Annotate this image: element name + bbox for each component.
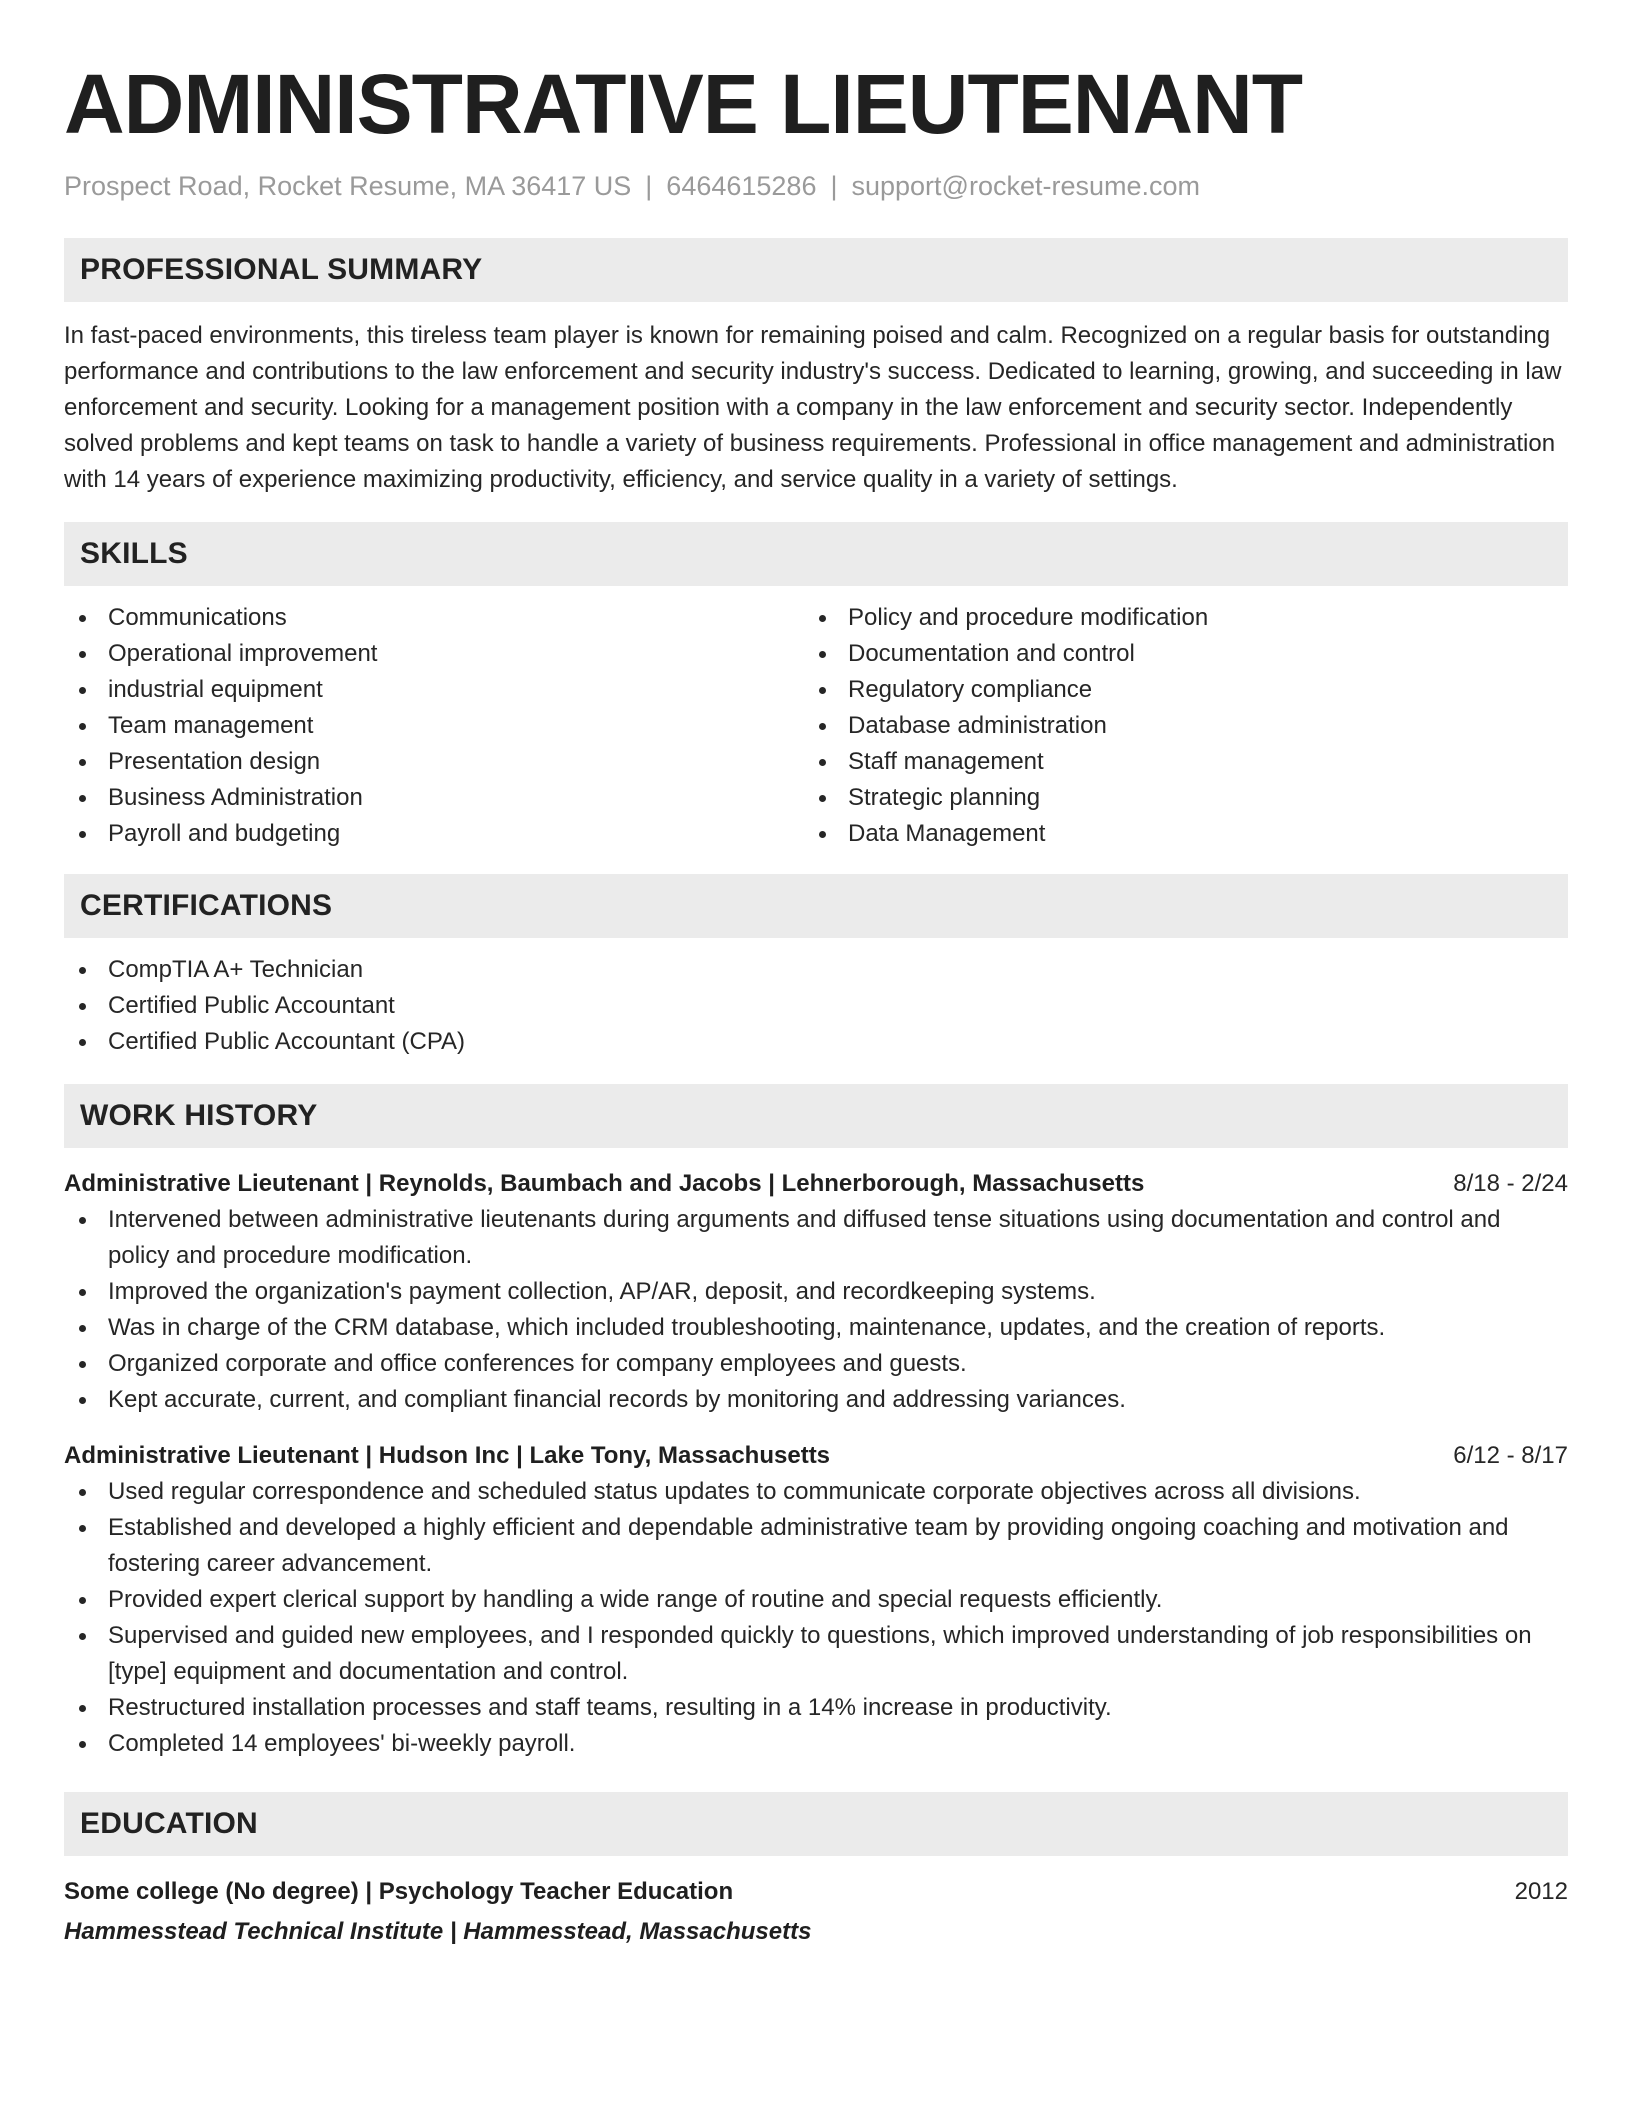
contact-separator: | (645, 171, 653, 201)
education-heading: EDUCATION (64, 1792, 1568, 1856)
skill-label: Team management (108, 712, 314, 739)
skills-section (64, 522, 1568, 852)
bullet-dot (79, 1489, 86, 1496)
bullet-dot (819, 651, 826, 658)
job-bullet-list (64, 1474, 1568, 1762)
skill-label: Strategic planning (848, 784, 1041, 811)
job-bullet (64, 1582, 1568, 1618)
bullet-dot (79, 1397, 86, 1404)
skill-item (64, 636, 804, 672)
certification-item (64, 952, 1568, 988)
bullet-dot (79, 1289, 86, 1296)
bullet-dot (79, 1633, 86, 1640)
skill-item (64, 672, 804, 708)
skills-left-list (64, 600, 804, 852)
certifications-section (64, 874, 1568, 1060)
bullet-dot (79, 967, 86, 974)
job-bullet (64, 1690, 1568, 1726)
skill-label: Payroll and budgeting (108, 820, 341, 847)
job-dates: 8/18 - 2/24 (1453, 1170, 1568, 1197)
contact-line (64, 166, 1568, 206)
skill-item (804, 672, 1544, 708)
bullet-dot (79, 759, 86, 766)
bullet-dot (819, 795, 826, 802)
skill-label: Operational improvement (108, 640, 378, 667)
job-header (64, 1166, 1568, 1202)
bullet-dot (79, 687, 86, 694)
skill-item (804, 780, 1544, 816)
skill-item (64, 600, 804, 636)
bullet-dot (79, 831, 86, 838)
job-bullet (64, 1726, 1568, 1762)
skill-label: Documentation and control (848, 640, 1135, 667)
bullet-dot (79, 1217, 86, 1224)
summary-heading: PROFESSIONAL SUMMARY (64, 238, 1568, 302)
education-header (64, 1874, 1568, 1910)
skill-label: Policy and procedure modification (848, 604, 1209, 631)
job-bullet-text: Restructured installation processes and staff teams, resulting in a 14% increase in productivity. (108, 1694, 1112, 1721)
contact-email: support@rocket-resume.com (851, 171, 1201, 201)
skill-item (804, 636, 1544, 672)
job-entry (64, 1438, 1568, 1762)
skill-item (804, 600, 1544, 636)
bullet-dot (79, 1039, 86, 1046)
certification-item (64, 988, 1568, 1024)
bullet-dot (79, 1705, 86, 1712)
job-bullet-list (64, 1202, 1568, 1418)
education-year: 2012 (1514, 1878, 1568, 1905)
bullet-dot (819, 687, 826, 694)
skill-item (804, 744, 1544, 780)
job-title: Administrative Lieutenant | Hudson Inc | Lake Tony, Massachusetts (64, 1442, 831, 1469)
contact-address: Prospect Road, Rocket Resume, MA 36417 US (64, 171, 632, 201)
skill-label: Data Management (848, 820, 1046, 847)
bullet-dot (79, 1525, 86, 1532)
skill-label: Staff management (848, 748, 1044, 775)
bullet-dot (79, 1741, 86, 1748)
job-bullet-text: Supervised and guided new employees, and I responded quickly to questions, which improved understanding of job responsibilities on [type] equipment and documentation and control. (108, 1622, 1532, 1685)
job-bullet-text: Intervened between administrative lieutenants during arguments and diffused tense situations using documentation and control and policy and procedure modification. (108, 1206, 1501, 1269)
candidate-name: ADMINISTRATIVE LIEUTENANT (64, 57, 1303, 151)
bullet-dot (79, 723, 86, 730)
skill-item (64, 708, 804, 744)
bullet-dot (79, 1597, 86, 1604)
certification-label: Certified Public Accountant (108, 992, 395, 1019)
job-title: Administrative Lieutenant | Reynolds, Baumbach and Jacobs | Lehnerborough, Massachusetts (64, 1170, 1145, 1197)
job-entry (64, 1166, 1568, 1418)
job-bullet (64, 1310, 1568, 1346)
job-bullet (64, 1202, 1568, 1274)
education-section (64, 1792, 1568, 1950)
work-history-section (64, 1084, 1568, 1762)
bullet-dot (819, 723, 826, 730)
bullet-dot (79, 795, 86, 802)
skills-right-list (804, 600, 1544, 852)
certifications-heading: CERTIFICATIONS (64, 874, 1568, 938)
bullet-dot (819, 759, 826, 766)
job-bullet (64, 1618, 1568, 1690)
job-bullet (64, 1474, 1568, 1510)
skill-label: industrial equipment (108, 676, 323, 703)
certification-label: CompTIA A+ Technician (108, 956, 364, 983)
job-bullet-text: Kept accurate, current, and compliant financial records by monitoring and addressing variances. (108, 1386, 1126, 1413)
job-header (64, 1438, 1568, 1474)
bullet-dot (79, 1325, 86, 1332)
contact-phone: 6464615286 (666, 171, 817, 201)
job-bullet (64, 1346, 1568, 1382)
job-bullet (64, 1510, 1568, 1582)
skill-item (64, 816, 804, 852)
skill-label: Database administration (848, 712, 1107, 739)
skill-item (64, 780, 804, 816)
job-dates: 6/12 - 8/17 (1453, 1442, 1568, 1469)
education-school: Hammesstead Technical Institute | Hammesstead, Massachusetts (64, 1918, 812, 1945)
skill-item (804, 708, 1544, 744)
bullet-dot (819, 831, 826, 838)
job-bullet-text: Improved the organization's payment collection, AP/AR, deposit, and recordkeeping systems. (108, 1278, 1096, 1305)
summary-section (64, 238, 1568, 498)
bullet-dot (79, 615, 86, 622)
certification-label: Certified Public Accountant (CPA) (108, 1028, 466, 1055)
skill-label: Business Administration (108, 784, 363, 811)
bullet-dot (819, 615, 826, 622)
job-bullet (64, 1274, 1568, 1310)
job-bullet-text: Established and developed a highly efficient and dependable administrative team by providing ongoing coaching and motivation and fostering career advancement. (108, 1514, 1509, 1577)
skill-label: Communications (108, 604, 287, 631)
skills-grid (64, 600, 1568, 852)
bullet-dot (79, 1361, 86, 1368)
certifications-list (64, 952, 1568, 1060)
skill-label: Regulatory compliance (848, 676, 1093, 703)
skills-heading: SKILLS (64, 522, 1568, 586)
skill-item (64, 744, 804, 780)
job-bullet-text: Completed 14 employees' bi-weekly payroll. (108, 1730, 576, 1757)
skill-item (804, 816, 1544, 852)
bullet-dot (79, 1003, 86, 1010)
job-bullet-text: Was in charge of the CRM database, which included troubleshooting, maintenance, updates, and the creation of reports. (108, 1314, 1386, 1341)
bullet-dot (79, 651, 86, 658)
summary-text: In fast-paced environments, this tireless team player is known for remaining poised and calm. Recognized on a regular basis for outstanding performance and contributions to the law enforcement and security industry's success. Dedicated to learning, growing, and succeeding in law enforcement and security. Looking for a management position with a company in the law enforcement and security sector. Independently solved problems and kept teams on task to handle a variety of business requirements. Professional in office management and administration with 14 years of experience maximizing productivity, efficiency, and service quality in a variety of settings. (64, 322, 1562, 493)
job-bullet-text: Organized corporate and office conferences for company employees and guests. (108, 1350, 967, 1377)
contact-separator: | (830, 171, 838, 201)
work-history-heading: WORK HISTORY (64, 1084, 1568, 1148)
certification-item (64, 1024, 1568, 1060)
job-bullet (64, 1382, 1568, 1418)
job-bullet-text: Provided expert clerical support by handling a wide range of routine and special requests efficiently. (108, 1586, 1163, 1613)
job-bullet-text: Used regular correspondence and scheduled status updates to communicate corporate objectives across all divisions. (108, 1478, 1361, 1505)
skill-label: Presentation design (108, 748, 321, 775)
education-degree: Some college (No degree) | Psychology Teacher Education (64, 1878, 734, 1905)
